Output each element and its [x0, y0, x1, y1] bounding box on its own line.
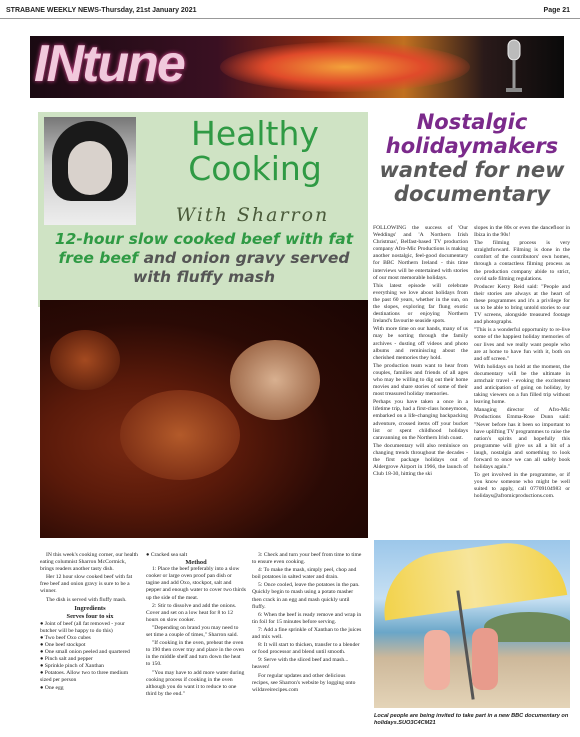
ingredients-list-cont [146, 552, 246, 559]
serves-heading: Serves four to six [66, 612, 114, 620]
beach-umbrella [377, 540, 568, 621]
ingredient-item: ● Pinch salt and pepper [40, 656, 93, 663]
page-number: Page 21 [543, 7, 570, 14]
method-step: "You may have to add more water during cooking process if cooking in the oven although you do want it to reduce to one third by the end." [146, 669, 245, 697]
ingredients-list [40, 621, 140, 692]
mash-pile [230, 340, 320, 420]
article-paragraph: To get involved in the programme, or if you know someone who might be well suited to apply, call 07709104983 or holidays@afromicproductions.com. [474, 472, 570, 500]
gravy-beef [120, 390, 240, 480]
child-figure [472, 628, 498, 690]
method-step: 2: Stir to dissolve and add the onions. Cover and set on a low heat for 8 to 12 hours on slow cooker. [146, 602, 237, 623]
ingredient-item: ● One egg [40, 684, 64, 691]
article-paragraph: slopes in the 80s or even the dancefloor in Ibiza in the 90s! [474, 225, 570, 239]
microphone-icon [500, 38, 528, 94]
photo-caption: Local people are being invited to take part in a new BBC documentary on holidays.SUO3C4CM21 [374, 713, 569, 726]
article-paragraph: The documentary will also reminisce on changing trends throughout the decades - the first package holidays out of Aldergrove Airport in 1966, the launch of Club 18-30, hitting the ski [373, 442, 468, 478]
headline-green: 12-hour slow cooked beef with fat free beef [54, 230, 354, 267]
intro-paragraph: Her 12 hour slow cooked beef with fat free beef and onion gravy is sure to be a winner. [40, 574, 133, 595]
recipe-column-1 [40, 552, 140, 692]
article-paragraph: This latest episode will celebrate everything we love about holidays from the past 60 years, whether in the sun, on the slopes, exploring far flung exotic destinations or enjoying Northern Ireland's favourite seaside spots. [373, 282, 468, 325]
article-paragraph: Perhaps you have taken a once in a lifetime trip, had a first-class honeymoon, embarked on a life-changing backpacking adventure, crossed items off your bucket list or spent childhood holidays caravanning on the Northern Irish coast. [373, 399, 468, 441]
method-step: 5: Once cooled, leave the potatoes in the pan. Quickly begin to mash using a potato masher then crack in an egg and mash quickly until fluffy. [252, 582, 360, 610]
article-paragraph: The filming process is very straightforward. Filming is done in the comfort of the contributors' own homes, through a contactless filming process as the production company abide to strict, covid safe filming regulations. [474, 240, 570, 282]
beach-photo [374, 540, 570, 708]
method-heading: Method [185, 559, 207, 567]
method-step: 1: Place the beef preferably into a slow cooker or large oven proof pan dish or tagine and add Oxo, stockpot, salt and pepper and enough water to cover two thirds up the side of the meat. [146, 566, 246, 601]
article-paragraph: "This is a wonderful opportunity to re-live some of the happiest holiday memories of our lives and we really want people who are at home to have fun with it, both on and off screen." [474, 327, 570, 362]
title-line-2: Cooking [188, 149, 322, 188]
intro-paragraph: The dish is served with fluffy mash. [46, 596, 127, 603]
banner-swirl [220, 42, 470, 92]
article-paragraph: Managing director of Afro-Mic Productions Emma-Rose Dunn said: "Never before has it been so important to have uplifting TV programmes to raise the nation's spirits and hopefully this programme will give us all a bit of a laugh, nostalgia and something to look forward to once we can all safely book holidays again." [474, 407, 570, 471]
method-step: "Depending on brand you may need to set time a couple of times," Sharron said. [146, 624, 239, 639]
recipe-column-2 [146, 552, 246, 699]
method-step: 8: It will start to thicken, transfer to a blender or food processor and blend until smooth. [252, 642, 360, 656]
method-step: 4: To make the mash, simply peel, chop and boil potatoes in salted water and drain. [252, 567, 357, 581]
header-rule [0, 18, 580, 19]
ingredient-item: ● One beef stockpot [40, 641, 86, 648]
ingredients-heading: Ingredients [74, 604, 106, 612]
columnist-face [68, 141, 112, 195]
columnist-photo [44, 117, 136, 225]
ingredient-item: ● Two beef Oxo cubes [40, 634, 91, 641]
intro-paragraph: IN this week's cooking corner, our health eating columnist Sharron McCormick, brings readers another tasty dish. [40, 552, 138, 573]
method-step: "If cooking in the oven, preheat the oven to 190 then cover tray and place in the oven in the middle shelf and turn down the heat to 150. [146, 640, 245, 668]
article-paragraph: With more time on our hands, many of us may be sorting through the family archives - dusting off videos and photo albums and reminiscing about the cherished memories they hold. [373, 326, 468, 361]
article-paragraph: The production team want to hear from couples, families and friends of all ages who may be willing to dig out their home movies and share stories of some of their most treasured holiday memories. [373, 362, 468, 398]
documentary-subtitle: wanted for new documentary [379, 158, 565, 206]
headline-grey: and onion gravy served with fluffy mash [133, 249, 350, 286]
child-figure [424, 630, 450, 690]
ingredient-item: ● Sprinkle pinch of Xanthan [40, 663, 104, 670]
method-step: 3: Check and turn your beef from time to time to ensure even cooking. [252, 552, 362, 566]
title-line-1: Healthy [191, 114, 319, 153]
article-column-1 [373, 225, 468, 479]
intune-logo: INtune [34, 36, 184, 93]
healthy-cooking-title [150, 116, 360, 186]
food-photo [40, 300, 368, 538]
article-paragraph: Producer Kerry Reid said: "People and their stories are always at the heart of these programmes and it's a privilege for us to be able to bring untold stories to our TV screens, alongside treasured footage and photographs. [474, 283, 570, 326]
recipe-headline [40, 230, 368, 287]
paper-title: STRABANE WEEKLY NEWS-Thursday, 21st January 2021 [6, 7, 197, 14]
article-paragraph: FOLLOWING the success of 'Our Weddings' and 'A Northern Irish Christmas', Belfast-based TV production company Afro-Mic Productions is making another nostalgic, feel-good documentary for BBC Northern Ireland - this time interviews will be entertained with stories of our most memorable holidays. [373, 225, 468, 281]
ingredient-item: ● Potatoes. Allow two to three medium sized per person [40, 670, 129, 684]
nostalgic-title: Nostalgic holidaymakers [385, 110, 559, 158]
ingredient-item: ● One small onion peeled and quartered [40, 649, 130, 656]
method-step: 6: When the beef is ready remove and wrap in tin foil for 15 minutes before serving. [252, 611, 362, 625]
ingredient-item: ● Cracked sea salt [146, 552, 188, 558]
method-step: 7: Add a fine sprinkle of Xanthan to the juices and mix well. [252, 626, 362, 641]
ingredient-item: ● Joint of beef (all fat removed - your butcher will be happy to do this) [40, 620, 125, 634]
article-paragraph: With holidays on hold at the moment, the documentary will be the ultimate in armchair travel - evoking the excitement and anticipation of going on holiday, by taking viewers on a fun filled trip without leaving home. [474, 363, 570, 406]
with-sharron: With Sharron [175, 204, 330, 226]
beef-chunk [50, 330, 120, 390]
article-column-2 [474, 225, 570, 502]
intune-banner [30, 36, 564, 98]
method-step: For regular updates and other delicious recipes, see Sharron's website by logging onto wildaveirecipes.com [252, 672, 356, 693]
method-step: 9: Serve with the sliced beef and mash... heaven! [252, 657, 349, 671]
recipe-column-3 [252, 552, 362, 695]
